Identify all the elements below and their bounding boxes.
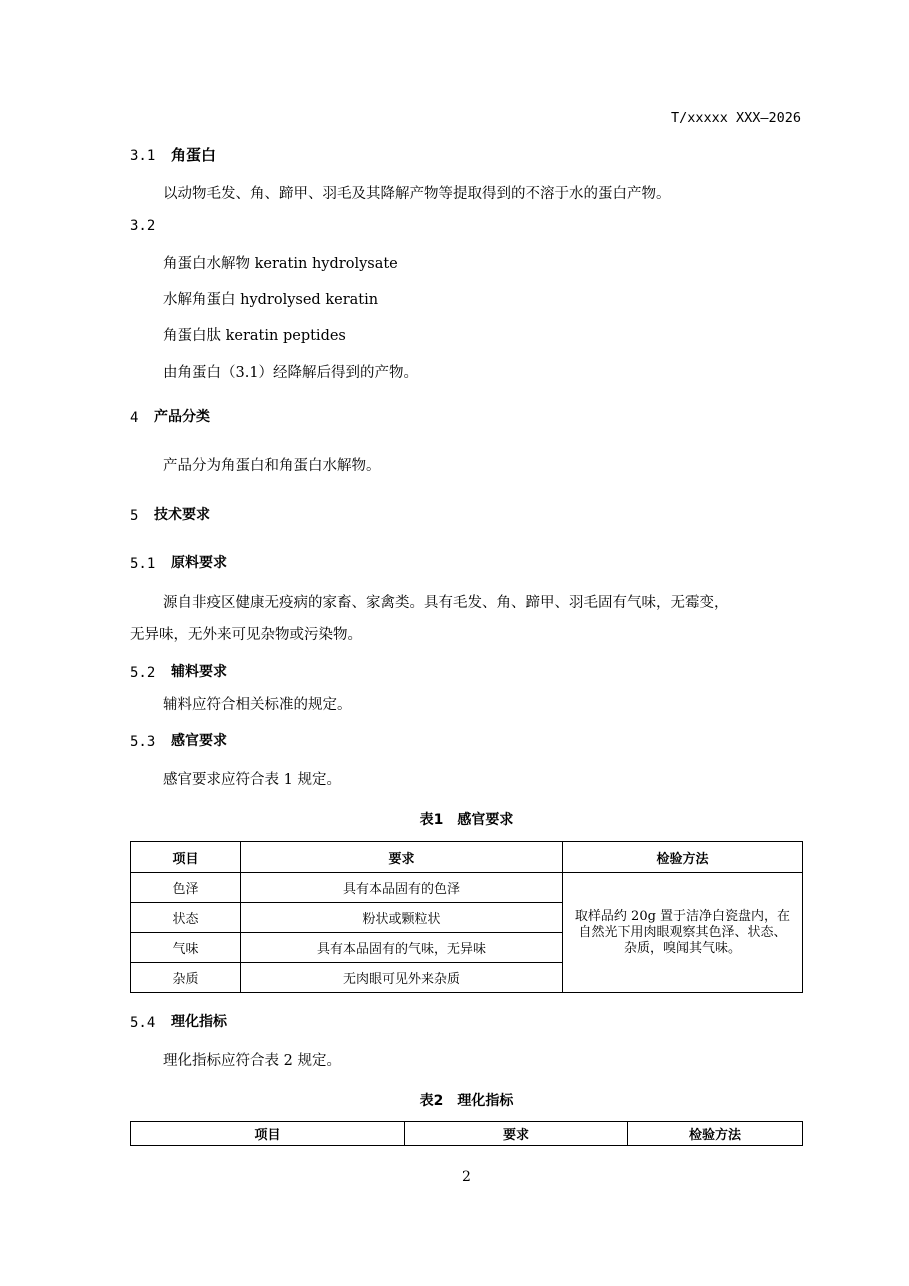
section-3-2-term-3: 角蛋白肽 keratin peptides (163, 328, 346, 344)
section-5-2-title: 辅料要求 (171, 664, 227, 680)
table-row (131, 873, 803, 903)
page-number: 2 (462, 1169, 471, 1185)
section-5-1-text-line-1: 源自非疫区健康无疫病的家畜、家禽类。具有毛发、角、蹄甲、羽毛固有气味，无霉变， (163, 595, 729, 611)
section-5-1-text-line-2: 无异味，无外来可见杂物或污染物。 (130, 627, 362, 643)
table-2-caption: 表2 理化指标 (419, 1093, 514, 1109)
section-4-title: 产品分类 (154, 409, 210, 425)
section-5-4-text: 理化指标应符合表 2 规定。 (163, 1053, 341, 1069)
section-5-1-number: 5.1 (130, 556, 156, 572)
table-2-header-row (131, 1122, 803, 1146)
section-3-2-term-1: 角蛋白水解物 keratin hydrolysate (163, 256, 398, 272)
section-4-text: 产品分为角蛋白和角蛋白水解物。 (163, 458, 381, 474)
section-5-2-number: 5.2 (130, 665, 156, 681)
table-1-cell-requirement: 粉状或颗粒状 (241, 903, 563, 933)
section-5-number: 5 (130, 508, 139, 524)
section-3-2-number: 3.2 (130, 218, 156, 234)
section-5-title: 技术要求 (154, 507, 210, 523)
table-1-header-method: 检验方法 (563, 842, 803, 873)
table-1-header-item: 项目 (131, 842, 241, 873)
table-2-header-requirement: 要求 (405, 1122, 628, 1146)
section-3-2-term-2: 水解角蛋白 hydrolysed keratin (163, 292, 379, 308)
section-5-3-number: 5.3 (130, 734, 156, 750)
document-code: T/xxxxx XXX—2026 (670, 110, 801, 126)
table-1-cell-item: 杂质 (131, 963, 241, 993)
section-5-1-title: 原料要求 (171, 555, 227, 571)
section-5-2-text: 辅料应符合相关标准的规定。 (163, 697, 352, 713)
section-3-1-number: 3.1 (130, 148, 156, 164)
section-3-2-definition: 由角蛋白（3.1）经降解后得到的产物。 (163, 365, 419, 381)
table-2-header-item: 项目 (131, 1122, 405, 1146)
table-1-cell-item: 色泽 (131, 873, 241, 903)
table-1-header-row (131, 842, 803, 873)
section-5-3-text: 感官要求应符合表 1 规定。 (163, 772, 341, 788)
table-1-cell-requirement: 具有本品固有的色泽 (241, 873, 563, 903)
table-1-cell-requirement: 无肉眼可见外来杂质 (241, 963, 563, 993)
table-1 (130, 841, 803, 993)
table-1-caption: 表1 感官要求 (419, 812, 514, 828)
table-1-cell-item: 状态 (131, 903, 241, 933)
table-1-cell-requirement: 具有本品固有的气味，无异味 (241, 933, 563, 963)
section-3-1-definition: 以动物毛发、角、蹄甲、羽毛及其降解产物等提取得到的不溶于水的蛋白产物。 (163, 186, 671, 202)
section-3-1-title: 角蛋白 (171, 146, 217, 164)
section-5-4-number: 5.4 (130, 1015, 156, 1031)
section-5-4-title: 理化指标 (171, 1014, 227, 1030)
table-1-cell-item: 气味 (131, 933, 241, 963)
section-5-3-title: 感官要求 (171, 733, 227, 749)
section-4-number: 4 (130, 410, 139, 426)
table-2-header-method: 检验方法 (628, 1122, 803, 1146)
table-2 (130, 1121, 803, 1146)
table-1-header-requirement: 要求 (241, 842, 563, 873)
table-1-cell-method: 取样品约 20g 置于洁净白瓷盘内，在自然光下用肉眼观察其色泽、状态、杂质，嗅闻其气味。 (563, 873, 803, 993)
